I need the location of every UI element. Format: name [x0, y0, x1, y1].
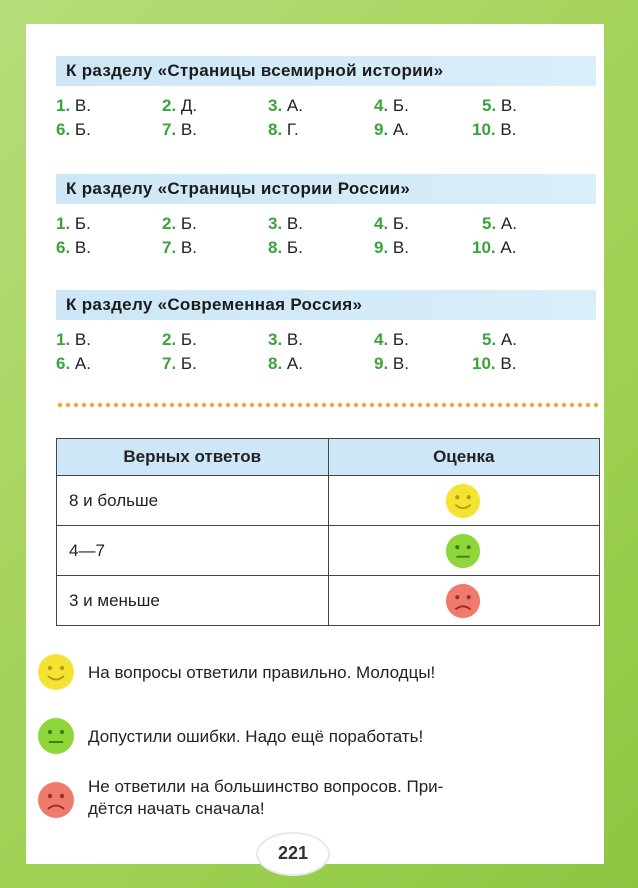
answer-item [374, 120, 409, 140]
answer-letter: Б. [70, 120, 91, 139]
answer-item [162, 354, 197, 374]
legend-good: На вопросы ответили правильно. Молодцы! [88, 663, 436, 682]
answer-item [374, 330, 409, 350]
answer-letter: Б. [176, 214, 197, 233]
sad-face-icon [444, 582, 482, 620]
answer-number: 9. [374, 354, 389, 373]
col-header-correct: Верных ответов [57, 439, 329, 476]
answer-number: 3. [268, 214, 283, 233]
answer-number: 2. [162, 330, 177, 349]
answer-number: 10. [472, 354, 496, 373]
answer-letter: А. [70, 354, 91, 373]
answer-letter: Б. [282, 238, 303, 257]
answer-number: 5. [482, 214, 497, 233]
happy-face-icon [444, 482, 482, 520]
answer-letter: В. [496, 96, 517, 115]
answer-item [482, 96, 517, 116]
answer-item [162, 238, 197, 258]
answer-item [268, 330, 303, 350]
answer-letter: В. [70, 96, 91, 115]
answer-letter: Б. [70, 214, 91, 233]
section-header-world-history: К разделу «Страницы всемирной истории» [56, 56, 596, 86]
legend-bad-line2: дётся начать сначала! [88, 799, 265, 818]
answer-letter: А. [282, 96, 303, 115]
answer-letter: В. [388, 238, 409, 257]
answer-item [472, 120, 516, 140]
neutral-face-icon [444, 532, 482, 570]
answer-item [374, 96, 409, 116]
answer-number: 1. [56, 214, 71, 233]
answer-number: 10. [472, 238, 496, 257]
answer-item [56, 120, 91, 140]
answer-number: 8. [268, 354, 283, 373]
answer-item [472, 354, 516, 374]
answer-number: 9. [374, 238, 389, 257]
legend-bad: Не ответили на большинство вопросов. При- [88, 777, 444, 796]
answer-number: 2. [162, 96, 177, 115]
answer-letter: Б. [176, 330, 197, 349]
answer-number: 7. [162, 120, 177, 139]
page-number: 221 [256, 832, 330, 876]
answer-item [162, 214, 197, 234]
sad-face-icon [36, 780, 76, 820]
answer-number: 5. [482, 96, 497, 115]
answer-number: 9. [374, 120, 389, 139]
answer-item [482, 214, 517, 234]
grading-table [56, 438, 600, 626]
answer-number: 8. [268, 120, 283, 139]
answer-number: 7. [162, 238, 177, 257]
answer-number: 8. [268, 238, 283, 257]
answer-letter: В. [70, 238, 91, 257]
answer-item [56, 330, 91, 350]
answer-letter: А. [496, 214, 517, 233]
answer-letter: В. [70, 330, 91, 349]
answer-number: 2. [162, 214, 177, 233]
answer-number: 6. [56, 354, 71, 373]
answer-item [268, 214, 303, 234]
answer-number: 4. [374, 214, 389, 233]
answer-number: 1. [56, 330, 71, 349]
dotted-divider [56, 402, 600, 408]
answer-number: 7. [162, 354, 177, 373]
row-label: 8 и больше [57, 476, 329, 526]
answer-letter: Г. [282, 120, 299, 139]
answer-number: 1. [56, 96, 71, 115]
answer-number: 10. [472, 120, 496, 139]
answer-item [374, 238, 409, 258]
answer-letter: Б. [176, 354, 197, 373]
section-header-russia-history: К разделу «Страницы истории России» [56, 174, 596, 204]
answer-item [56, 354, 91, 374]
answer-letter: В. [176, 120, 197, 139]
answer-letter: В. [495, 120, 517, 139]
answer-letter: Б. [388, 330, 409, 349]
answer-letter: А. [495, 238, 517, 257]
answer-item [472, 238, 516, 258]
answer-item [268, 354, 303, 374]
row-label: 4—7 [57, 526, 329, 576]
answer-item [268, 96, 303, 116]
answer-letter: А. [388, 120, 409, 139]
table-row [57, 526, 600, 576]
answer-item [56, 214, 91, 234]
table-row [57, 476, 600, 526]
answer-letter: Д. [176, 96, 198, 115]
answer-number: 5. [482, 330, 497, 349]
answer-item [162, 330, 197, 350]
answer-item [374, 214, 409, 234]
answer-number: 3. [268, 96, 283, 115]
answer-item [268, 120, 299, 140]
neutral-face-icon [36, 716, 76, 756]
answer-item [56, 96, 91, 116]
answer-letter: В. [176, 238, 197, 257]
answer-letter: В. [495, 354, 517, 373]
col-header-grade: Оценка [328, 439, 600, 476]
section-header-modern-russia: К разделу «Современная Россия» [56, 290, 596, 320]
answer-number: 3. [268, 330, 283, 349]
table-row [57, 576, 600, 626]
answer-letter: Б. [388, 214, 409, 233]
answer-item [162, 120, 197, 140]
answer-letter: В. [388, 354, 409, 373]
answer-letter: Б. [388, 96, 409, 115]
row-label: 3 и меньше [57, 576, 329, 626]
legend-ok: Допустили ошибки. Надо ещё поработать! [88, 727, 424, 746]
answer-letter: В. [282, 214, 303, 233]
answer-item [162, 96, 197, 116]
answer-letter: В. [282, 330, 303, 349]
answer-number: 6. [56, 238, 71, 257]
answer-item [482, 330, 517, 350]
answer-number: 4. [374, 330, 389, 349]
answer-item [268, 238, 303, 258]
answer-letter: А. [282, 354, 303, 373]
answer-item [56, 238, 91, 258]
answer-letter: А. [496, 330, 517, 349]
answer-number: 6. [56, 120, 71, 139]
happy-face-icon [36, 652, 76, 692]
answer-number: 4. [374, 96, 389, 115]
textbook-page [26, 24, 604, 864]
answer-item [374, 354, 409, 374]
